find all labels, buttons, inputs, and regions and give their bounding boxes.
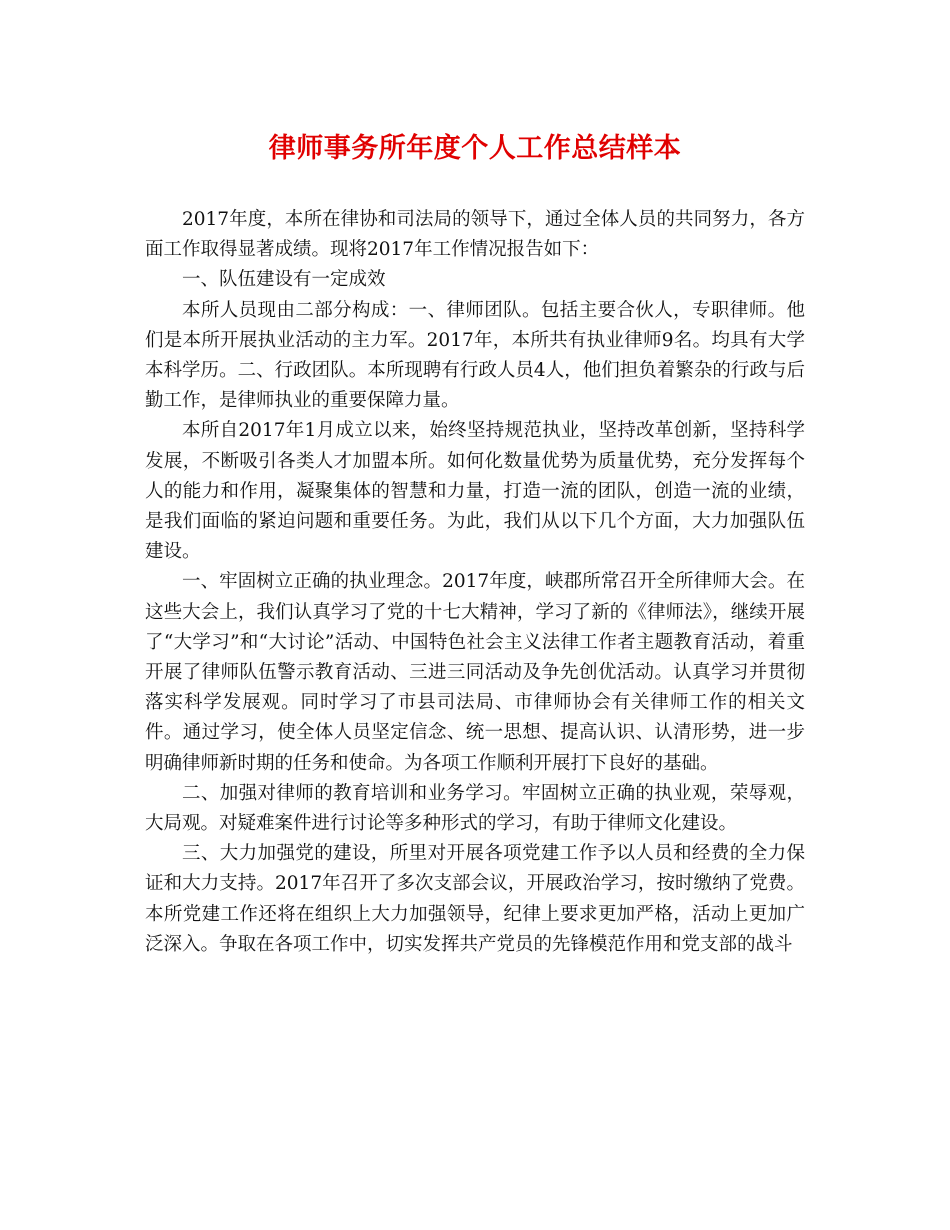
section-heading-team: 一、队伍建设有一定成效	[182, 269, 386, 291]
paragraph-party-building: 三、大力加强党的建设，所里对开展各项党建工作予以人员和经费的全力保证和大力支持。2017年召开了多次支部会议，开展政治学习，按时缴纳了党费。本所党建工作还将在组织上大力加强领导，纪律上要求更加严格，活动上更加广泛深入。争取在各项工作中，切实发挥共产党员的先锋模范作用和党支部的战斗	[145, 843, 805, 955]
document-title: 律师事务所年度个人工作总结样本	[268, 133, 682, 164]
document-body	[145, 205, 805, 960]
paragraph-development: 本所自2017年1月成立以来，始终坚持规范执业，坚持改革创新，坚持科学发展，不断吸引各类人才加盟本所。如何化数量优势为质量优势，充分发挥每个人的能力和作用，凝聚集体的智慧和力量，打造一流的团队，创造一流的业绩，是我们面临的紧迫问题和重要任务。为此，我们从以下几个方面，大力加强队伍建设。	[145, 420, 805, 563]
paragraph-staff-composition: 本所人员现由二部分构成：一、律师团队。包括主要合伙人，专职律师。他们是本所开展执业活动的主力军。2017年，本所共有执业律师9名。均具有大学本科学历。二、行政团队。本所现聘有行政人员4人，他们担负着繁杂的行政与后勤工作，是律师执业的重要保障力量。	[145, 299, 805, 412]
paragraph-training: 二、加强对律师的教育培训和业务学习。牢固树立正确的执业观，荣辱观，大局观。对疑难案件进行讨论等多种形式的学习，有助于律师文化建设。	[145, 782, 805, 835]
paragraph-intro: 2017年度，本所在律协和司法局的领导下，通过全体人员的共同努力，各方面工作取得显著成绩。现将2017年工作情况报告如下：	[145, 209, 805, 261]
paragraph-practice-philosophy: 一、牢固树立正确的执业理念。2017年度，峡郡所常召开全所律师大会。在这些大会上，我们认真学习了党的十七大精神，学习了新的《律师法》，继续开展了“大学习”和“大讨论”活动、中国特色社会主义法律工作者主题教育活动，着重开展了律师队伍警示教育活动、三进三同活动及争先创优活动。认真学习并贯彻落实科学发展观。同时学习了市县司法局、市律师协会有关律师工作的相关文件。通过学习，使全体人员坚定信念、统一思想、提高认识、认清形势，进一步明确律师新时期的任务和使命。为各项工作顺利开展打下良好的基础。	[145, 571, 805, 774]
